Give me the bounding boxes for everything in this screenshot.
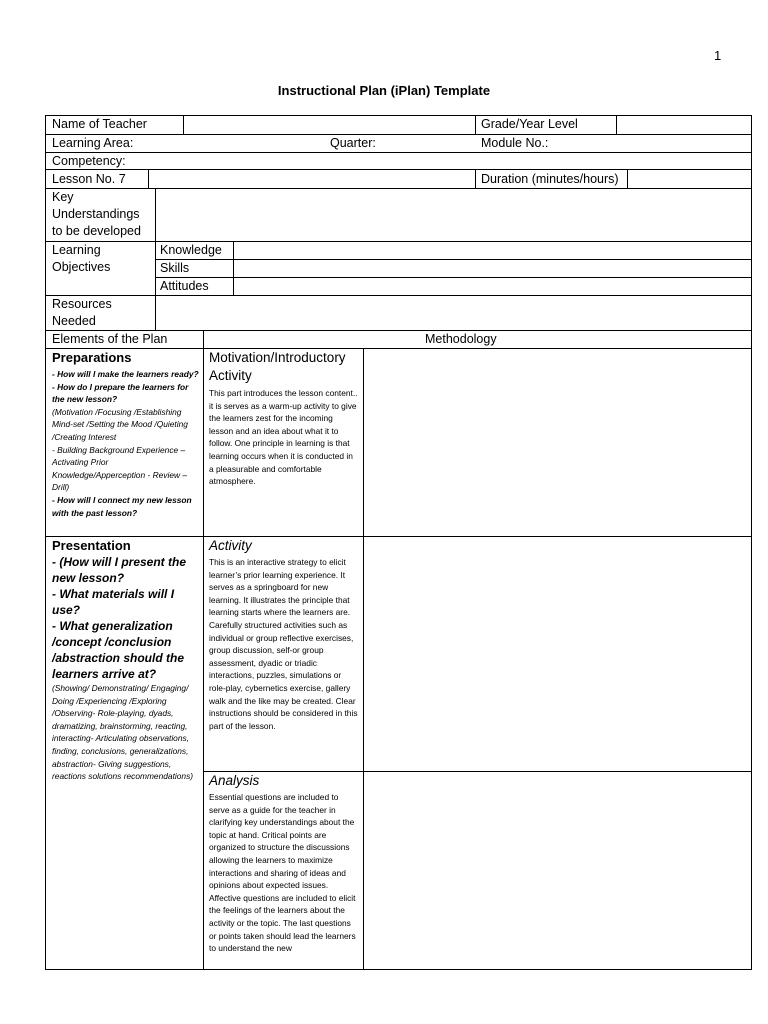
name-of-teacher-field[interactable] [184,116,474,133]
grade-year-level-label: Grade/Year Level [481,117,578,131]
skills-label: Skills [160,261,190,275]
analysis-heading: Analysis [209,773,260,788]
col-line [203,330,204,969]
grade-year-level-field[interactable] [617,116,750,133]
skills-field[interactable] [234,260,750,276]
key-understandings-line-2: Understandings [52,207,140,221]
analysis-methodology-field[interactable] [364,772,750,968]
knowledge-field[interactable] [234,242,750,258]
duration-field[interactable] [628,170,750,187]
preparations-question-2: - How do I prepare the learners for the new lesson? [52,381,189,405]
name-of-teacher-label: Name of Teacher [52,117,147,131]
preparations-questions [52,368,200,519]
table-border-right [751,115,752,969]
duration-label: Duration (minutes/hours) [481,172,619,186]
row-line [45,152,752,153]
quarter-label: Quarter: [330,136,376,150]
learning-objectives-line-2: Objectives [52,260,111,274]
attitudes-label: Attitudes [160,279,209,293]
presentation-question-2: - What materials will I use? [52,587,175,617]
col-line [475,169,476,188]
key-understandings-line-1: Key [52,190,74,204]
presentation-question-3: - What generalization /concept /conclusion /abstraction should the learners arrive at? [52,619,185,681]
presentation-question-1: - (How will I present the new lesson? [52,555,187,585]
preparations-heading: Preparations [52,350,132,365]
methodology-label: Methodology [425,332,497,346]
learning-objectives-line-1: Learning [52,243,101,257]
presentation-heading: Presentation [52,538,131,553]
presentation-question-4: (Showing/ Demonstrating/ Engaging/ Doing /Experiencing /Exploring /Observing- Role-playing, dyads, dramatizing, brainstorming, reacting, interacting- Articulating observations, finding, conclusions, generalizations, abstraction- Giving suggestions, reactions solutions recommendations) [52,683,194,782]
key-understandings-line-3: to be developed [52,224,141,238]
preparations-question-3: (Motivation /Focusing /Establishing Mind-set /Setting the Mood /Quieting /Creating Interest [52,406,188,442]
lesson-no-label: Lesson No. 7 [52,172,126,186]
activity-body: This is an interactive strategy to elicit learner’s prior learning experience. It serves as a springboard for new learning. It illustrates the principle that learning starts where the learners are. Carefully structured activities such as individual or group reflective exercises, group discussion, self-or group assessment, dyadic or triadic interactions, puzzles, simulations or role-play, cybernetics exercise, gallery walk and the like may be created. Clear instructions should be considered in this part of the lesson. [209,557,358,731]
motivation-methodology-field[interactable] [364,349,750,535]
competency-label: Competency: [52,154,126,168]
row-line [45,134,752,135]
lesson-title-field[interactable] [149,170,474,187]
document-title: Instructional Plan (iPlan) Template [277,83,491,98]
attitudes-field[interactable] [234,278,750,294]
preparations-question-1: - How will I make the learners ready? [52,369,199,379]
resources-needed-line-1: Resources [52,297,112,311]
preparations-question-5: - How will I connect my new lesson with the past lesson? [52,494,192,518]
elements-of-the-plan-label: Elements of the Plan [52,332,168,346]
resources-needed-line-2: Needed [52,314,96,328]
table-border-bottom [45,969,752,970]
col-line [475,115,476,134]
analysis-body: Essential questions are included to serve as a guide for the teacher in clarifying key understandings about the topic at hand. Critical points are organized to structure the discussions allowing the learners to maximize interactions and sharing of ideas and opinions about expected issues. Affective questions are included to elicit the feelings of the learners about the activity or the topic. The last questions or points taken should lead the learners to understand the new [209,792,356,954]
presentation-questions [52,554,200,783]
learning-area-label: Learning Area: [52,136,134,150]
motivation-heading: Motivation/Introductory Activity [209,350,346,383]
table-border-left [45,115,46,969]
key-understandings-field[interactable] [156,189,750,240]
activity-methodology-field[interactable] [364,537,750,770]
activity-heading: Activity [209,538,252,553]
motivation-body: This part introduces the lesson content.. it is serves as a warm-up activity to give the learners zest for the incoming lesson and an idea about what it to follow. One principle in learning is that learning occurs when it is conducted in a pleasurable and comfortable atmosphere. [209,388,358,487]
module-no-label: Module No.: [481,136,549,150]
resources-needed-field[interactable] [156,296,750,329]
knowledge-label: Knowledge [160,243,222,257]
page-number: 1 [714,48,722,63]
preparations-question-4: - Building Background Experience – Activating Prior Knowledge/Apperception - Review – Drill) [52,444,188,493]
